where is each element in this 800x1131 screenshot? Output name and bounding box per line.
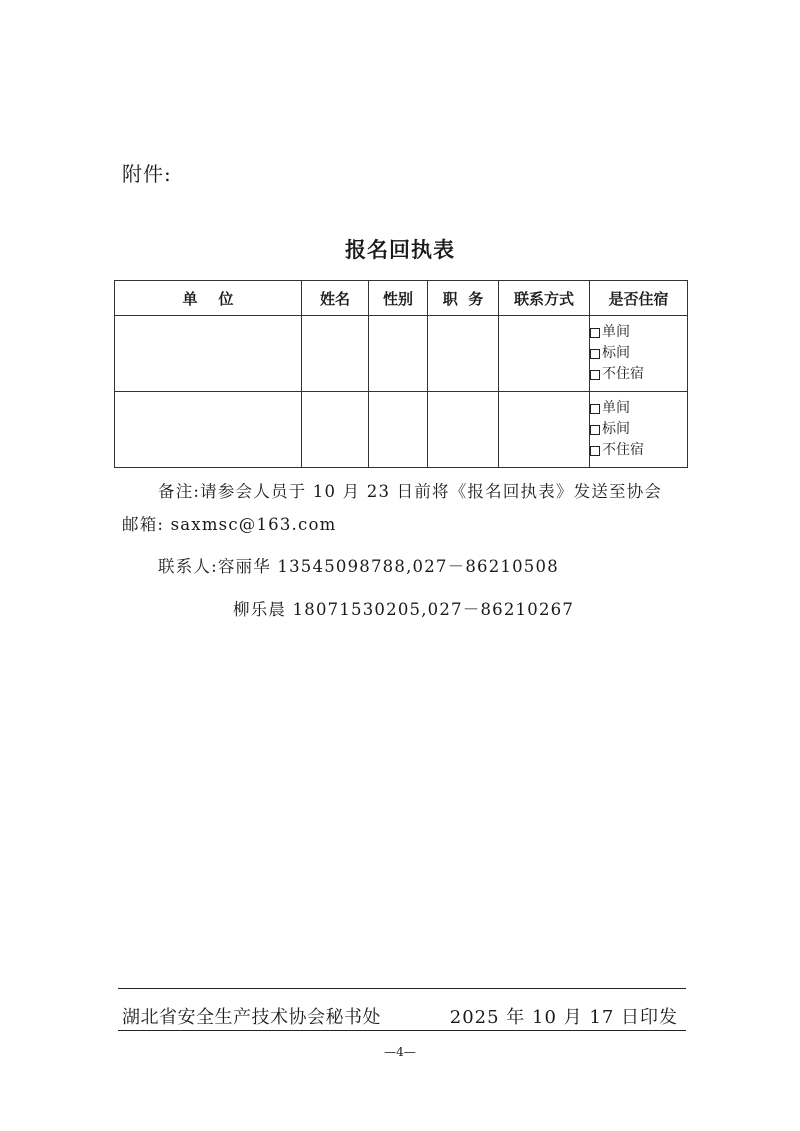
note-line-1: 备注:请参会人员于 10 月 23 日前将《报名回执表》发送至协会 bbox=[158, 482, 663, 501]
contact-line-2: 柳乐晨 18071530205,027－86210267 bbox=[233, 600, 575, 619]
table-row bbox=[115, 316, 688, 392]
form-title: 报名回执表 bbox=[345, 238, 455, 262]
accommodation-cell bbox=[590, 316, 688, 392]
name-cell[interactable] bbox=[302, 392, 369, 468]
note-line-2: 邮箱: saxmsc@163.com bbox=[122, 515, 337, 534]
header-gender: 性别 bbox=[369, 281, 428, 316]
option-standard-room[interactable] bbox=[590, 343, 687, 364]
option-single-room[interactable] bbox=[590, 398, 687, 419]
header-accommodation: 是否住宿 bbox=[590, 281, 688, 316]
header-name: 姓名 bbox=[302, 281, 369, 316]
option-label: 不住宿 bbox=[602, 442, 644, 458]
contact-cell[interactable] bbox=[499, 392, 590, 468]
option-label: 标间 bbox=[602, 421, 630, 437]
accommodation-cell bbox=[590, 392, 688, 468]
header-contact: 联系方式 bbox=[499, 281, 590, 316]
position-cell[interactable] bbox=[428, 392, 499, 468]
table-row bbox=[115, 392, 688, 468]
page-number: —4— bbox=[384, 1045, 416, 1059]
gender-cell[interactable] bbox=[369, 392, 428, 468]
option-standard-room[interactable] bbox=[590, 419, 687, 440]
footer-top-rule bbox=[118, 988, 686, 989]
checkbox-icon[interactable] bbox=[590, 328, 600, 338]
registration-table bbox=[114, 280, 688, 468]
footer-bottom-rule bbox=[118, 1030, 686, 1031]
option-label: 标间 bbox=[602, 345, 630, 361]
unit-cell[interactable] bbox=[115, 316, 302, 392]
checkbox-icon[interactable] bbox=[590, 370, 600, 380]
name-cell[interactable] bbox=[302, 316, 369, 392]
checkbox-icon[interactable] bbox=[590, 425, 600, 435]
option-no-accommodation[interactable] bbox=[590, 364, 687, 385]
footer-issuer: 湖北省安全生产技术协会秘书处 bbox=[122, 1007, 381, 1028]
option-label: 单间 bbox=[602, 324, 630, 340]
footer-date: 2025 年 10 月 17 日印发 bbox=[449, 1007, 678, 1028]
attachment-label: 附件: bbox=[122, 162, 172, 186]
header-position: 职 务 bbox=[428, 281, 499, 316]
option-single-room[interactable] bbox=[590, 322, 687, 343]
table-header-row bbox=[115, 281, 688, 316]
header-unit: 单 位 bbox=[115, 281, 302, 316]
option-label: 不住宿 bbox=[602, 366, 644, 382]
contact-cell[interactable] bbox=[499, 316, 590, 392]
checkbox-icon[interactable] bbox=[590, 404, 600, 414]
option-label: 单间 bbox=[602, 400, 630, 416]
checkbox-icon[interactable] bbox=[590, 349, 600, 359]
contact-line-1: 联系人:容丽华 13545098788,027－86210508 bbox=[158, 557, 559, 576]
checkbox-icon[interactable] bbox=[590, 446, 600, 456]
gender-cell[interactable] bbox=[369, 316, 428, 392]
unit-cell[interactable] bbox=[115, 392, 302, 468]
position-cell[interactable] bbox=[428, 316, 499, 392]
option-no-accommodation[interactable] bbox=[590, 440, 687, 461]
